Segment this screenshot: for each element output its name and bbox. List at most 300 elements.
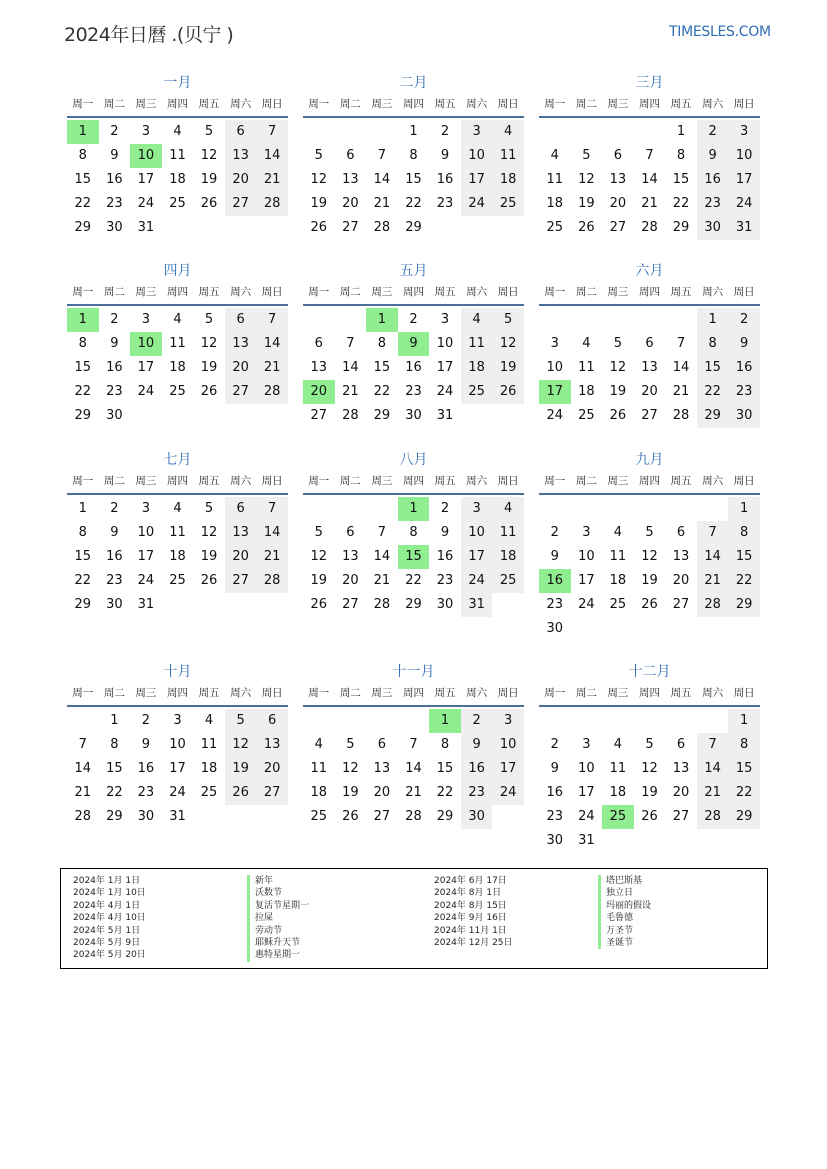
day-cell: 3 <box>141 501 151 516</box>
day-cell: 24 <box>137 384 155 399</box>
holiday-date: 2024年 6月 17日 <box>434 876 507 886</box>
day-cell: 3 <box>728 120 760 144</box>
day-cell: 19 <box>225 757 257 781</box>
weekday-label: 周一 <box>308 475 330 487</box>
weekday-label: 周一 <box>544 98 566 110</box>
holiday-name: 毛鲁德 <box>598 912 651 924</box>
day-cell: 8 <box>697 332 729 356</box>
holiday-date: 2024年 12月 25日 <box>434 938 513 949</box>
day-cell: 19 <box>578 196 595 211</box>
day-cell: 18 <box>546 196 564 211</box>
day-cell: 20 <box>256 757 288 781</box>
holiday-date: 2024年 4月 10日 <box>73 913 146 924</box>
weekday-label: 周三 <box>607 475 629 487</box>
weekday-label: 周五 <box>670 286 692 298</box>
day-cell: 29 <box>373 408 391 423</box>
day-cell: 23 <box>728 380 760 404</box>
day-cell: 28 <box>373 220 391 235</box>
weekday-label: 周四 <box>638 687 660 699</box>
holiday-day-cell: 25 <box>602 805 634 829</box>
day-cell: 28 <box>373 597 391 612</box>
day-cell: 23 <box>106 384 123 399</box>
day-cell: 12 <box>342 761 359 776</box>
weekday-header <box>67 94 288 118</box>
weekday-label: 周二 <box>575 687 597 699</box>
day-cell: 24 <box>461 192 493 216</box>
holiday-date: 2024年 4月 1日 <box>73 900 141 911</box>
day-cell: 24 <box>436 384 454 399</box>
day-cell: 16 <box>137 761 155 776</box>
day-cell: 11 <box>200 737 218 752</box>
day-cell: 19 <box>609 384 627 399</box>
weekday-label: 周一 <box>308 98 330 110</box>
weekday-label: 周四 <box>402 286 424 298</box>
day-cell: 22 <box>436 785 454 800</box>
day-cell: 28 <box>405 809 422 824</box>
day-cell: 8 <box>676 148 686 163</box>
day-cell: 1 <box>728 497 760 521</box>
day-cell: 13 <box>342 549 359 564</box>
weekday-label: 周六 <box>466 98 488 110</box>
day-cell: 25 <box>492 192 524 216</box>
day-grid <box>303 497 524 617</box>
day-cell: 14 <box>697 757 729 781</box>
day-cell: 11 <box>169 148 186 163</box>
holiday-name: 耶稣升天节 <box>247 937 309 949</box>
day-cell: 16 <box>106 360 123 375</box>
day-cell: 5 <box>204 501 214 516</box>
day-cell: 31 <box>728 216 760 240</box>
day-cell: 11 <box>492 521 524 545</box>
day-cell: 24 <box>728 192 760 216</box>
day-cell: 3 <box>173 713 182 728</box>
day-cell: 7 <box>377 525 387 540</box>
day-cell: 14 <box>641 172 658 187</box>
empty-cell <box>571 709 603 733</box>
day-cell: 10 <box>461 144 493 168</box>
day-cell: 16 <box>436 549 454 564</box>
day-cell: 23 <box>137 785 155 800</box>
day-cell: 2 <box>141 713 151 728</box>
day-cell: 8 <box>728 733 760 757</box>
day-cell: 27 <box>310 408 328 423</box>
day-cell: 1 <box>110 713 119 728</box>
day-cell: 17 <box>137 549 155 564</box>
day-cell: 17 <box>461 168 493 192</box>
day-cell: 20 <box>672 785 690 800</box>
weekday-label: 周日 <box>261 475 283 487</box>
weekday-header <box>67 471 288 495</box>
day-cell: 20 <box>342 196 359 211</box>
day-cell: 22 <box>697 380 729 404</box>
day-cell: 5 <box>492 308 524 332</box>
month-calendar <box>303 72 524 240</box>
day-cell: 28 <box>342 408 359 423</box>
empty-cell <box>335 497 367 521</box>
weekday-label: 周一 <box>544 286 566 298</box>
weekday-label: 周五 <box>670 98 692 110</box>
holiday-name: 拉屎 <box>247 912 309 924</box>
day-cell: 27 <box>225 569 257 593</box>
holiday-day-cell: 10 <box>130 332 162 356</box>
weekday-label: 周日 <box>261 286 283 298</box>
holiday-day-cell: 16 <box>539 569 571 593</box>
weekday-label: 周日 <box>733 687 755 699</box>
day-cell: 16 <box>697 168 729 192</box>
day-cell: 1 <box>409 124 418 139</box>
day-cell: 23 <box>697 192 729 216</box>
day-cell: 29 <box>74 597 92 612</box>
day-cell: 2 <box>110 124 119 139</box>
day-cell: 2 <box>110 312 119 327</box>
weekday-label: 周五 <box>670 687 692 699</box>
day-cell: 13 <box>225 332 257 356</box>
day-cell: 28 <box>672 408 690 423</box>
day-cell: 19 <box>641 573 658 588</box>
day-cell: 21 <box>256 356 288 380</box>
day-cell: 27 <box>672 809 690 824</box>
holiday-date: 2024年 5月 9日 <box>73 938 141 949</box>
day-cell: 2 <box>409 312 418 327</box>
empty-cell <box>697 497 729 521</box>
month-name: 七月 <box>163 452 192 468</box>
day-cell: 28 <box>256 380 288 404</box>
day-cell: 12 <box>200 148 218 163</box>
day-cell: 9 <box>440 525 450 540</box>
day-cell: 15 <box>672 172 690 187</box>
day-cell: 30 <box>106 220 123 235</box>
month-name: 十一月 <box>392 664 435 680</box>
weekday-label: 周日 <box>733 286 755 298</box>
day-cell: 12 <box>578 172 595 187</box>
day-cell: 2 <box>440 124 450 139</box>
day-cell: 13 <box>225 144 257 168</box>
day-cell: 10 <box>492 733 524 757</box>
weekday-label: 周三 <box>371 98 393 110</box>
day-cell: 5 <box>645 737 654 752</box>
day-cell: 27 <box>641 408 658 423</box>
day-cell: 7 <box>409 737 418 752</box>
day-cell: 12 <box>310 549 328 564</box>
weekday-label: 周日 <box>733 475 755 487</box>
weekday-label: 周三 <box>607 687 629 699</box>
weekday-label: 周三 <box>371 286 393 298</box>
weekday-label: 周六 <box>466 286 488 298</box>
weekday-label: 周五 <box>434 687 456 699</box>
empty-cell <box>303 308 335 332</box>
day-cell: 11 <box>461 332 493 356</box>
day-cell: 18 <box>492 545 524 569</box>
weekday-label: 周三 <box>607 98 629 110</box>
day-cell: 6 <box>314 336 323 351</box>
day-cell: 24 <box>578 809 595 824</box>
month-calendar <box>539 661 760 853</box>
weekday-label: 周日 <box>261 98 283 110</box>
weekday-label: 周四 <box>638 286 660 298</box>
day-cell: 22 <box>106 785 123 800</box>
day-cell: 18 <box>310 785 328 800</box>
day-grid <box>303 120 524 240</box>
empty-cell <box>303 709 335 733</box>
holiday-day-cell: 17 <box>539 380 571 404</box>
day-cell: 30 <box>697 216 729 240</box>
day-cell: 17 <box>461 545 493 569</box>
day-cell: 20 <box>342 573 359 588</box>
day-cell: 6 <box>377 737 387 752</box>
day-cell: 11 <box>609 549 627 564</box>
day-cell: 6 <box>676 737 686 752</box>
holiday-day-cell: 9 <box>398 332 430 356</box>
day-cell: 6 <box>225 308 257 332</box>
day-cell: 23 <box>405 384 422 399</box>
day-cell: 2 <box>550 525 559 540</box>
day-cell: 4 <box>314 737 323 752</box>
day-cell: 10 <box>461 521 493 545</box>
day-cell: 24 <box>546 408 564 423</box>
month-name: 六月 <box>635 263 664 279</box>
weekday-header <box>303 471 524 495</box>
day-cell: 27 <box>225 380 257 404</box>
day-cell: 21 <box>697 569 729 593</box>
day-cell: 23 <box>436 573 454 588</box>
day-cell: 30 <box>137 809 155 824</box>
day-cell: 6 <box>346 148 355 163</box>
empty-cell <box>697 709 729 733</box>
weekday-label: 周六 <box>230 687 252 699</box>
day-cell: 14 <box>697 545 729 569</box>
day-cell: 7 <box>645 148 654 163</box>
day-cell: 21 <box>74 785 92 800</box>
day-cell: 4 <box>173 312 182 327</box>
day-cell: 10 <box>169 737 186 752</box>
day-cell: 21 <box>672 384 690 399</box>
day-cell: 16 <box>405 360 422 375</box>
weekday-header <box>539 471 760 495</box>
day-cell: 8 <box>78 525 87 540</box>
day-grid <box>67 497 288 617</box>
holiday-name: 独立日 <box>598 887 651 899</box>
empty-cell <box>335 120 367 144</box>
day-cell: 22 <box>728 569 760 593</box>
day-cell: 25 <box>169 384 186 399</box>
day-cell: 15 <box>436 761 454 776</box>
weekday-label: 周五 <box>198 98 220 110</box>
empty-cell <box>366 709 398 733</box>
weekday-label: 周二 <box>339 475 361 487</box>
day-cell: 7 <box>697 733 729 757</box>
day-cell: 17 <box>436 360 454 375</box>
day-cell: 3 <box>582 525 591 540</box>
holiday-date: 2024年 5月 20日 <box>73 950 146 961</box>
day-cell: 30 <box>546 833 564 848</box>
day-cell: 25 <box>578 408 595 423</box>
empty-cell <box>303 497 335 521</box>
weekday-header <box>539 282 760 306</box>
day-cell: 26 <box>342 809 359 824</box>
weekday-label: 周六 <box>466 687 488 699</box>
day-cell: 30 <box>461 805 493 829</box>
day-cell: 5 <box>204 312 214 327</box>
day-cell: 13 <box>310 360 328 375</box>
month-calendar <box>539 72 760 240</box>
weekday-label: 周一 <box>72 98 94 110</box>
weekday-label: 周二 <box>103 286 125 298</box>
day-cell: 4 <box>550 148 559 163</box>
holiday-dates-right <box>434 875 513 949</box>
day-cell: 11 <box>492 144 524 168</box>
day-cell: 19 <box>200 360 218 375</box>
day-cell: 13 <box>672 761 690 776</box>
empty-cell <box>571 308 603 332</box>
weekday-label: 周六 <box>702 475 724 487</box>
day-cell: 30 <box>546 621 564 636</box>
weekday-label: 周一 <box>72 286 94 298</box>
empty-cell <box>665 709 697 733</box>
day-cell: 3 <box>550 336 559 351</box>
weekday-label: 周四 <box>638 475 660 487</box>
day-cell: 7 <box>78 737 87 752</box>
day-cell: 16 <box>461 757 493 781</box>
day-cell: 9 <box>141 737 151 752</box>
month-calendar <box>539 449 760 641</box>
day-cell: 26 <box>310 220 328 235</box>
day-cell: 31 <box>436 408 454 423</box>
day-cell: 20 <box>641 384 658 399</box>
weekday-label: 周二 <box>575 98 597 110</box>
day-cell: 31 <box>137 597 155 612</box>
day-cell: 22 <box>728 781 760 805</box>
weekday-label: 周三 <box>607 286 629 298</box>
day-cell: 26 <box>310 597 328 612</box>
day-cell: 8 <box>78 336 87 351</box>
weekday-label: 周六 <box>230 475 252 487</box>
day-cell: 2 <box>461 709 493 733</box>
day-cell: 2 <box>110 501 119 516</box>
weekday-label: 周三 <box>135 475 157 487</box>
day-cell: 29 <box>436 809 454 824</box>
day-cell: 5 <box>225 709 257 733</box>
day-cell: 29 <box>74 220 92 235</box>
day-cell: 8 <box>409 525 418 540</box>
day-cell: 20 <box>225 356 257 380</box>
day-cell: 23 <box>546 597 564 612</box>
day-cell: 7 <box>676 336 686 351</box>
day-cell: 7 <box>256 497 288 521</box>
month-name: 二月 <box>399 75 428 91</box>
day-cell: 26 <box>200 573 218 588</box>
empty-cell <box>634 308 666 332</box>
day-cell: 24 <box>169 785 186 800</box>
day-cell: 2 <box>440 501 450 516</box>
day-cell: 17 <box>728 168 760 192</box>
holiday-day-cell: 15 <box>398 545 430 569</box>
day-cell: 10 <box>578 549 595 564</box>
day-cell: 16 <box>728 356 760 380</box>
day-cell: 9 <box>110 148 119 163</box>
site-link[interactable]: TIMESLES.COM <box>669 24 771 40</box>
day-cell: 14 <box>256 144 288 168</box>
day-cell: 20 <box>672 573 690 588</box>
day-cell: 6 <box>256 709 288 733</box>
day-cell: 5 <box>314 525 323 540</box>
day-cell: 9 <box>461 733 493 757</box>
day-cell: 9 <box>550 761 559 776</box>
day-cell: 17 <box>578 573 595 588</box>
day-cell: 27 <box>342 597 359 612</box>
day-cell: 2 <box>550 737 559 752</box>
day-cell: 11 <box>546 172 564 187</box>
day-cell: 14 <box>74 761 92 776</box>
empty-cell <box>602 709 634 733</box>
day-cell: 31 <box>137 220 155 235</box>
day-cell: 30 <box>728 404 760 428</box>
day-cell: 11 <box>169 525 186 540</box>
day-cell: 20 <box>373 785 391 800</box>
holiday-day-cell: 1 <box>366 308 398 332</box>
day-cell: 27 <box>342 220 359 235</box>
holiday-day-cell: 20 <box>303 380 335 404</box>
weekday-header <box>303 683 524 707</box>
day-cell: 26 <box>492 380 524 404</box>
empty-cell <box>539 497 571 521</box>
day-grid <box>539 120 760 240</box>
day-cell: 21 <box>256 168 288 192</box>
weekday-label: 周日 <box>497 475 519 487</box>
day-cell: 24 <box>461 569 493 593</box>
day-cell: 7 <box>346 336 355 351</box>
holiday-list <box>60 868 768 969</box>
weekday-label: 周三 <box>135 286 157 298</box>
day-grid <box>539 709 760 853</box>
day-cell: 17 <box>578 785 595 800</box>
day-cell: 10 <box>436 336 454 351</box>
month-name: 五月 <box>399 263 428 279</box>
day-cell: 16 <box>106 549 123 564</box>
empty-cell <box>303 120 335 144</box>
weekday-label: 周日 <box>497 286 519 298</box>
holiday-date: 2024年 1月 10日 <box>73 888 146 899</box>
holiday-date: 2024年 9月 16日 <box>434 913 507 924</box>
month-name: 四月 <box>163 263 192 279</box>
day-cell: 27 <box>672 597 690 612</box>
weekday-label: 周一 <box>72 687 94 699</box>
holiday-date: 2024年 11月 1日 <box>434 925 507 936</box>
weekday-label: 周二 <box>575 286 597 298</box>
day-cell: 13 <box>225 521 257 545</box>
day-cell: 16 <box>106 172 123 187</box>
day-cell: 2 <box>697 120 729 144</box>
day-cell: 26 <box>641 809 658 824</box>
day-cell: 3 <box>141 124 151 139</box>
day-cell: 1 <box>78 501 87 516</box>
day-cell: 18 <box>578 384 595 399</box>
empty-cell <box>634 497 666 521</box>
day-cell: 15 <box>373 360 391 375</box>
holiday-name: 复活节星期一 <box>247 900 309 912</box>
day-cell: 25 <box>546 220 564 235</box>
day-cell: 12 <box>310 172 328 187</box>
empty-cell <box>366 497 398 521</box>
day-cell: 19 <box>641 785 658 800</box>
day-cell: 11 <box>310 761 328 776</box>
day-cell: 3 <box>141 312 151 327</box>
day-cell: 26 <box>200 384 218 399</box>
month-name: 十二月 <box>628 664 671 680</box>
day-cell: 3 <box>440 312 450 327</box>
month-calendar <box>303 661 524 829</box>
month-calendar <box>67 449 288 617</box>
empty-cell <box>335 709 367 733</box>
